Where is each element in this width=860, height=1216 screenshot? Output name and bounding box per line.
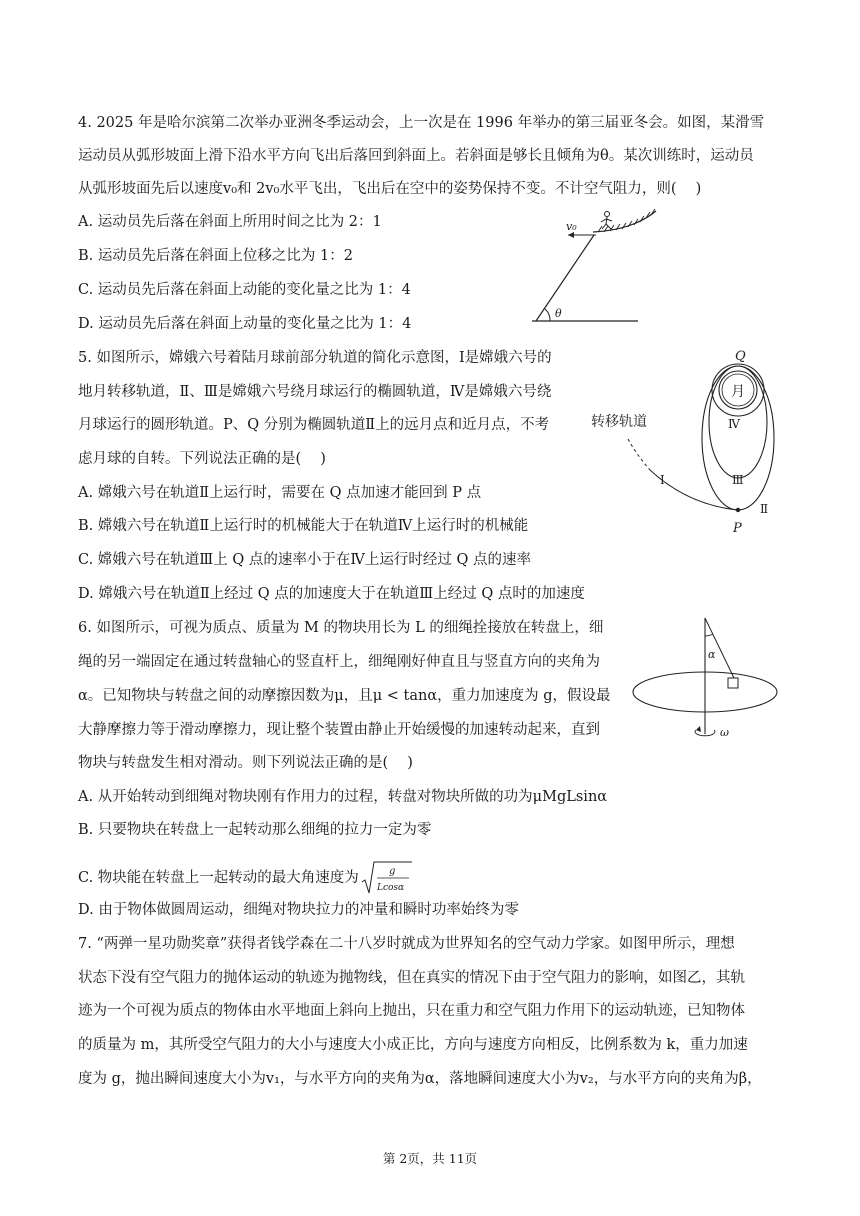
- q5-line-1: 5. 如图所示，嫦娥六号着陆月球前部分轨道的简化示意图，Ⅰ是嫦娥六号的: [78, 350, 552, 366]
- q7-line-4: 的质量为 m，其所受空气阻力的大小与速度大小成正比，方向与速度方向相反，比例系数为 k，重力加速: [78, 1037, 748, 1053]
- q6-line-1: 6. 如图所示，可视为质点、质量为 M 的物块用长为 L 的细绳拴接放在转盘上，细: [78, 620, 604, 636]
- q6-alpha-label: α: [708, 648, 716, 661]
- q6-line-4: 大静摩擦力等于滑动摩擦力，现让整个装置由静止开始缓慢的加速转动起来，直到: [78, 722, 600, 738]
- q4-line-1: 4. 2025 年是哈尔滨第二次举办亚洲冬季运动会，上一次是在 1996 年举办的第三届亚冬会。如图，某滑雪: [78, 115, 765, 131]
- q5-line-4: 虑月球的自转。下列说法正确的是( ): [78, 451, 326, 467]
- q4-velocity-label: v₀: [566, 220, 577, 233]
- q7-line-5: 度为 g，抛出瞬间速度大小为v₁，与水平方向的夹角为α，落地瞬间速度大小为v₂，与水平方向的夹角为β，: [78, 1071, 762, 1087]
- q5-p-label: P: [733, 521, 742, 536]
- q5-option-b: B. 嫦娥六号在轨道Ⅱ上运行时的机械能大于在轨道Ⅳ上运行时的机械能: [78, 518, 529, 534]
- q7-line-3: 迹为一个可视为质点的物体由水平地面上斜向上抛出，只在重力和空气阻力作用下的运动轨迹，已知物体: [78, 1003, 745, 1019]
- q5-orbit-iv-label: Ⅳ: [728, 417, 740, 431]
- q6-option-c: [78, 860, 413, 896]
- q5-orbit-figure: [588, 342, 788, 538]
- q5-line-2: 地月转移轨道，Ⅱ、Ⅲ是嫦娥六号绕月球运行的椭圆轨道，Ⅳ是嫦娥六号绕: [78, 384, 552, 400]
- q4-angle-label: θ: [555, 307, 562, 320]
- q6-formula-numerator: g: [388, 866, 396, 877]
- q6-formula-denominator: Lcosα: [376, 883, 404, 893]
- page-footer: 第 2页，共 11页: [382, 1151, 478, 1166]
- q4-option-c: C. 运动员先后落在斜面上动能的变化量之比为 1：4: [78, 282, 411, 298]
- q5-transfer-orbit-label: 转移轨道: [591, 414, 647, 430]
- q5-orbit-ii-label: Ⅱ: [760, 502, 769, 516]
- q6-option-b: B. 只要物块在转盘上一起转动那么细绳的拉力一定为零: [78, 822, 432, 838]
- q7-line-2: 状态下没有空气阻力的抛体运动的轨迹为抛物线，但在真实的情况下由于空气阻力的影响，如图乙，其轨: [78, 970, 745, 986]
- q4-option-a: A. 运动员先后落在斜面上所用时间之比为 2：1: [78, 214, 382, 230]
- q6-line-5: 物块与转盘发生相对滑动。则下列说法正确的是( ): [78, 755, 413, 771]
- q6-line-3: α。已知物块与转盘之间的动摩擦因数为μ，且μ < tanα，重力加速度为 g，假设最: [78, 688, 611, 704]
- q6-option-d: D. 由于物体做圆周运动，细绳对物块拉力的冲量和瞬时功率始终为零: [78, 902, 519, 918]
- q5-line-3: 月球运行的圆形轨道。P、Q 分别为椭圆轨道Ⅱ上的远月点和近月点，不考: [78, 417, 550, 433]
- q4-ski-slope-figure: [528, 205, 678, 330]
- q7-line-1: 7. “两弹一星功勋奖章”获得者钱学森在二十八岁时就成为世界知名的空气动力学家。如图甲所示，理想: [78, 936, 735, 952]
- q4-option-b: B. 运动员先后落在斜面上位移之比为 1：2: [78, 248, 353, 264]
- q4-option-d: D. 运动员先后落在斜面上动量的变化量之比为 1：4: [78, 316, 412, 332]
- q6-option-c-sqrt-formula: [361, 860, 413, 896]
- q5-option-a: A. 嫦娥六号在轨道Ⅱ上运行时，需要在 Q 点加速才能回到 P 点: [78, 485, 482, 501]
- q6-line-2: 绳的另一端固定在通过转盘轴心的竖直杆上，细绳刚好伸直且与竖直方向的夹角为: [78, 654, 600, 670]
- q5-option-d: D. 嫦娥六号在轨道Ⅱ上经过 Q 点的加速度大于在轨道Ⅲ上经过 Q 点时的加速度: [78, 586, 585, 602]
- q6-option-a: A. 从开始转动到细绳对物块刚有作用力的过程，转盘对物块所做的功为μMgLsinα: [78, 789, 608, 805]
- q5-orbit-i-label: Ⅰ: [660, 473, 665, 487]
- q6-omega-label: ω: [720, 726, 729, 739]
- q6-turntable-figure: [630, 612, 780, 752]
- q5-moon-label: 月: [731, 384, 745, 400]
- q5-option-c: C. 嫦娥六号在轨道Ⅲ上 Q 点的速率小于在Ⅳ上运行时经过 Q 点的速率: [78, 552, 531, 568]
- q6-option-c-text: C. 物块能在转盘上一起转动的最大角速度为: [78, 870, 359, 886]
- q5-orbit-iii-label: Ⅲ: [732, 473, 744, 487]
- q4-line-3: 从弧形坡面先后以速度v₀和 2v₀水平飞出，飞出后在空中的姿势保持不变。不计空气阻力，则( ): [78, 181, 702, 197]
- q4-line-2: 运动员从弧形坡面上滑下沿水平方向飞出后落回到斜面上。若斜面是够长且倾角为θ。某次训练时，运动员: [78, 148, 754, 164]
- q5-q-label: Q: [735, 349, 746, 364]
